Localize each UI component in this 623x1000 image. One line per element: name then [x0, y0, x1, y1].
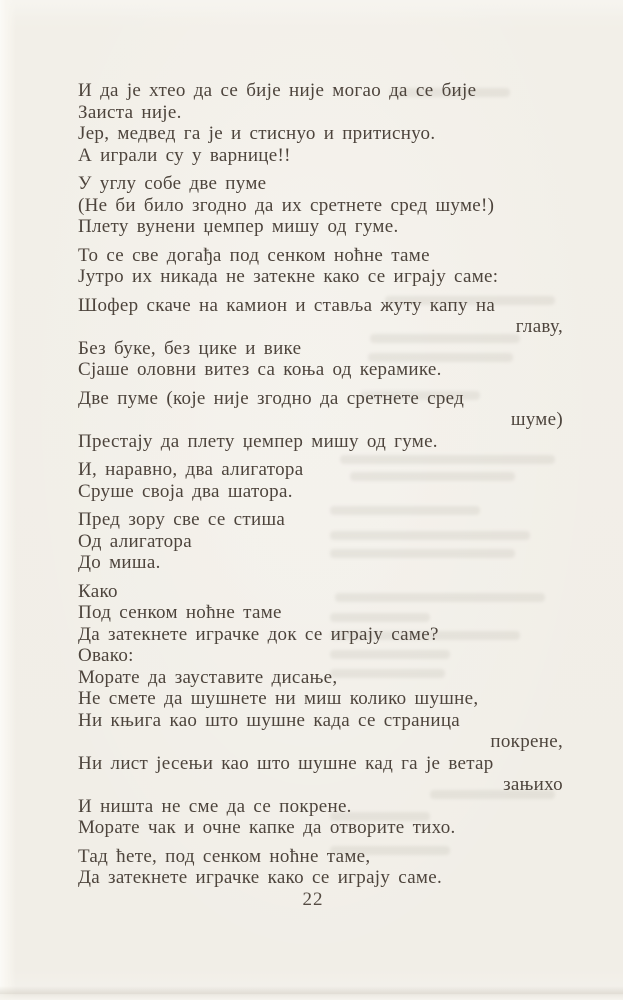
poem-line: И ништа не сме да се покрене.	[78, 795, 352, 817]
poem-stanza	[78, 173, 563, 238]
poem-line: Сјаше оловни витез са коња од керамике.	[78, 359, 442, 380]
poem-line: Како	[78, 580, 118, 602]
poem-text	[78, 80, 563, 896]
poem-line: У углу собе две пуме	[78, 173, 267, 194]
poem-line: Јер, медвед га је и стиснуо и притиснуо.	[78, 123, 436, 144]
poem-line: Плету вунени џемпер мишу од гуме.	[78, 216, 399, 237]
poem-stanza	[78, 80, 563, 166]
poem-line: Две пуме (које није згодно да сретнете сред	[78, 387, 465, 409]
poem-line: Овако:	[78, 645, 134, 666]
poem-stanza	[78, 295, 563, 381]
poem-line: шуме)	[510, 409, 563, 430]
poem-stanza	[78, 509, 563, 574]
poem-line: Од алигатора	[78, 530, 192, 552]
poem-line: главу,	[515, 316, 563, 337]
scan-edge-top	[0, 0, 623, 18]
poem-line: покрене,	[490, 731, 563, 752]
poem-line: Без буке, без цике и вике	[78, 337, 302, 359]
poem-stanza	[78, 459, 563, 502]
poem-line: Ни лист јесењи као што шушне кад га је ветар	[78, 752, 494, 774]
poem-line: Јутро их никада не затекне како се играју саме:	[78, 266, 499, 287]
poem-line: Шофер скаче на камион и ставља жуту капу на	[78, 294, 496, 316]
poem-stanza	[78, 388, 563, 453]
poem-line: зањихо	[503, 774, 563, 795]
poem-line: Да затекнете играчке док се играју саме?	[78, 623, 439, 645]
poem-line: Сруше своја два шатора.	[78, 480, 293, 502]
poem-line: И да је хтео да се бије није могао да се бије	[78, 80, 477, 101]
poem-line: Под сенком ноћне таме	[78, 602, 282, 623]
poem-stanza	[78, 846, 563, 889]
poem-line: Заиста није.	[78, 101, 182, 123]
page-number: 22	[302, 889, 324, 910]
poem-line: До миша.	[78, 552, 161, 573]
poem-line: Ни књига као што шушне када се страница	[78, 709, 461, 731]
poem-line: И, наравно, два алигатора	[78, 459, 304, 480]
poem-line: Престају да плету џемпер мишу од гуме.	[78, 430, 438, 452]
scan-edge-left	[0, 0, 16, 1000]
poem-line: (Не би било згодно да их сретнете сред шуме!)	[78, 194, 495, 216]
poem-line: Пред зору све се стиша	[78, 509, 286, 530]
poem-line: Морате чак и очне капке да отворите тихо.	[78, 817, 456, 838]
poem-line: Не смете да шушнете ни миш колико шушне,	[78, 688, 479, 709]
poem-line: Морате да зауставите дисање,	[78, 666, 338, 688]
poem-line: А играли су у варнице!!	[78, 144, 291, 166]
poem-stanza	[78, 581, 563, 839]
poem-line: Да затекнете играчке како се играју саме.	[78, 867, 443, 888]
poem-stanza	[78, 245, 563, 288]
scan-edge-bottom	[0, 986, 623, 1000]
poem-line: То се све догађа под сенком ноћне таме	[78, 244, 430, 266]
poem-line: Тад ћете, под сенком ноћне таме,	[78, 845, 371, 867]
